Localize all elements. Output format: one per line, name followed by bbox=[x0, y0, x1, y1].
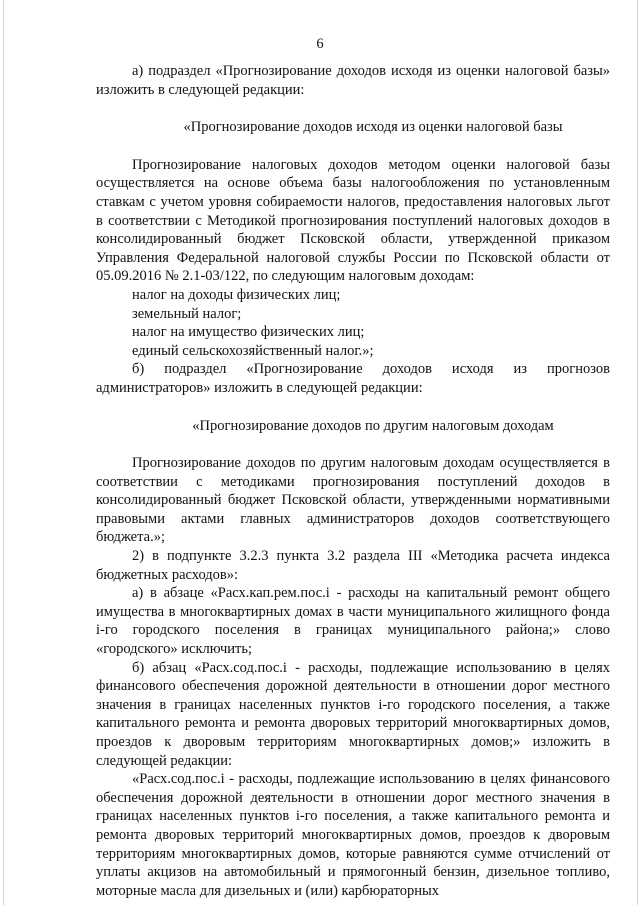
list-item-income-tax: налог на доходы физических лиц; bbox=[132, 286, 341, 303]
paragraph-b-intro: б) подраздел «Прогнозирование доходов исходя из прогнозов администраторов» изложить в следующей редакции: bbox=[96, 361, 610, 396]
paragraph-tax-base-method: Прогнозирование налоговых доходов методом оценки налоговой базы осуществляется на основе объема базы налогообложения по установленным ставкам с учетом уровня собираемости налогов, предоставления налоговых льгот в соответствии с Методикой прогнозирования поступлений налоговых доходов в консолидированный бюджет Псковской области, утвержденной приказом Управления Федеральной налоговой службы России по Псковской области от 05.09.2016 № 2.1-03/122, по следующим налоговым доходам: bbox=[96, 156, 610, 285]
list-item-property-tax: налог на имущество физических лиц; bbox=[132, 324, 365, 341]
document-body bbox=[96, 62, 610, 900]
paragraph-2-subclause: 2) в подпункте 3.2.3 пункта 3.2 раздела III «Методика расчета индекса бюджетных расходов»: bbox=[96, 548, 610, 583]
paragraph-a-intro: а) подраздел «Прогнозирование доходов исходя из оценки налоговой базы» изложить в следующей редакции: bbox=[96, 63, 610, 98]
paragraph-new-definition: «Расх.сод.пос.i - расходы, подлежащие использованию в целях финансового обеспечения дорожной деятельности в отношении дорог местного значения в границах населенных пунктов i-го поселения, а также капитального ремонта и ремонта дворовых территорий многоквартирных домов, проездов к дворовым территориям многоквартирных домов, которые равняются сумме отчислений от уплаты акцизов на автомобильный и прямогонный бензин, дизельное топливо, моторные масла для дизельных и (или) карбюраторных bbox=[96, 771, 610, 899]
list-item-land-tax: земельный налог; bbox=[132, 305, 242, 322]
section-heading-other-taxes: «Прогнозирование доходов по другим налоговым доходам bbox=[192, 417, 554, 434]
paragraph-2b: б) абзац «Расх.сод.пос.i - расходы, подлежащие использованию в целях финансового обеспечения дорожной деятельности в отношении дорог местного значения в границах населенных пунктов i-го городского поселения, а также капитального ремонта и ремонта дворовых территорий многоквартирных домов, проездов к дворовым территориям многоквартирных домов;» изложить в следующей редакции: bbox=[96, 659, 610, 769]
paragraph-2a: а) в абзаце «Расх.кап.рем.пос.i - расходы на капитальный ремонт общего имущества в многоквартирных домах в части муниципального жилищного фонда i-го городского поселения в границах муниципального района;» слово «городского» исключить; bbox=[96, 585, 610, 658]
list-item-agricultural-tax: единый сельскохозяйственный налог.»; bbox=[132, 342, 374, 359]
paragraph-other-taxes-method: Прогнозирование доходов по другим налоговым доходам осуществляется в соответствии с методиками прогнозирования поступлений доходов в консолидированный бюджет Псковской области, утвержденными нормативными правовыми актами главных администраторов доходов соответствующего бюджета.»; bbox=[96, 455, 610, 546]
scan-edge-right bbox=[637, 0, 638, 905]
page-number: 6 bbox=[316, 36, 324, 52]
section-heading-tax-base: «Прогнозирование доходов исходя из оценки налоговой базы bbox=[183, 119, 563, 136]
scan-edge-left bbox=[3, 0, 4, 905]
